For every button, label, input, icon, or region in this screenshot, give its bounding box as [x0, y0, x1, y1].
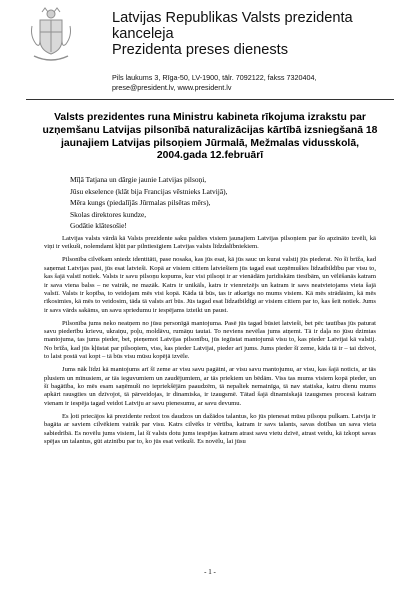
body-paragraph: Es ļoti priecājos kā prezidente redzot tos daudzos un dažādos talantus, ko jūs pienesat mūsu pilsoņu pulkam. Latvija ir bagāta ar saviem cilvēkiem vairāk par visu. Katrs cilvēks ir vērtība, katram ir savs talants, savas dotības un sava vieta sabiedrībā. Es novēlu jums visiem, lai šī valsts dotu jums iespējas katram atrast savu vietu dzīvē, atrast veidu, kā izkopt savas spējas un talantus, gūt atzinību par to, ko jūs esat veikuši. Es novēlu, lai jūsu — [44, 412, 376, 445]
salutation-line: Mēra kungs (piedalījās Jūrmalas pilsētas mērs), — [70, 198, 211, 208]
salutation-block — [70, 174, 227, 232]
body-paragraph: Jums nāk līdzi kā mantojums arī šī zeme ar visu savu pagātni, ar visu savu mantojumu, ar visu, kas šajā noticis, ar tās plusiem un mīnusiem, ar tās ieguvumiem un zaudējumiem, ar tās priekiem un bēdām. Viss tas mums visiem kopā pieder, un šī bagātība, ko mēs esam saņēmuši no iepriekšējām paaudzēm, tā nepaliek nemainīga, tā nav statiska, katru dienu mums apkārt rausgties un dzīvojot, tā pārveidojas, ir dinamiska, ir izaugsmē. Tātad šajā dinamiskajā izaugsmes procesā katram vienam ir iespēja tagad veidot Latviju ar savu pienesumu, ar savu devumu. — [44, 366, 376, 407]
header-divider — [26, 99, 394, 100]
document-title-line: Valsts prezidentes runa Ministru kabineta rīkojuma izrakstu par — [54, 112, 366, 123]
speech-body — [44, 235, 376, 451]
document-title — [30, 112, 390, 163]
salutation-line: Skolas direktores kundze, — [70, 209, 147, 219]
header-address: Pils laukums 3, Rīga-50, LV-1900, tālr. 7092122, fakss 7320404, — [112, 73, 317, 82]
document-title-line: uzņemšanu Latvijas pilsonībā naturalizācijas kārtībā izsniegšanā 18 — [42, 124, 378, 136]
header-contact — [112, 73, 402, 93]
header-title-line-1: Latvijas Republikas Valsts prezidenta kanceleja — [112, 10, 353, 42]
salutation-line: Godātie klātesošie! — [70, 221, 127, 231]
salutation-line: Jūsu ekselence (klāt bija Francijas vēstnieks Latvijā), — [70, 186, 228, 196]
document-title-line: jaunajiem Latvijas pilsoņiem Jūrmalā, Mežmalas vidusskolā, — [61, 137, 359, 149]
latvian-coat-of-arms-icon — [28, 6, 74, 62]
document-title-line: 2004.gada 12.februārī — [156, 150, 264, 162]
salutation-line: Mīļā Tatjana un dārgie jaunie Latvijas pilsoņi, — [70, 175, 207, 184]
header-title — [112, 10, 402, 58]
header-email: prese@president.lv, www.president.lv — [112, 83, 232, 92]
body-paragraph: Pilsonība jums neko neatņem no jūsu personīgā mantojuma. Pasē jūs tagad būsiet latvieši, bet pēc tautības jūs paturat savu piederību krievu, ukraiņu, poļu, moldāvu, rumāņu tautai. To neviens nevēlas jums atņemt. Tā ir daļa no jūsu dzimtas mantojuma, tas jums pieder, bet, pieņemot Latvijas pilsonību, jūs iegūstat mantojumā visu to, kas pieder Latvijai kā valstij. No brīža, kad jūs kļūstat par pilsoņiem, viss, kas pieder Latvijai, pieder arī jums. Jums pieder šī zeme, kāda tā ir – tai dzīvot, to laist postā vai kopt – tā būs visu mūsu kopējā izvēle. — [44, 319, 376, 361]
header-title-line-2: Prezidenta preses dienests — [112, 42, 289, 58]
body-paragraph: Pilsonība cilvēkam sniedz identitāti, pase nosaka, kas jūs esat, kā jūs sauc un kurai valstij jūs piederat. No šī brīža, kad saņemat Latvijas pasi, jūs esat latvieši. Kopā ar visiem citiem latviešiem jūs tagad esat uzņēmušies līdzatbildību par visu to, kas šajā valstī notiek. Valsts ir savu pilsoņu kopums, kur visi pilsoņi ir ar vienādām juridiskām tiesībām, un vēlēšanās katram ir sava viena balss – ne vairāk, ne mazāk. Katrs ir unikāls, katrs ir vienreizējs un katram ir savs neatvietojams vieta šajā valstī. Valsts ir kopība, to veidojam mēs visi kopā. Kāda tā būs, tas ir atkarīgs no mums visiem. Kā mēs strādāsim, kā mēs rīkosimies, kā mēs to veidosim, tāda tā valsts arī būs. Jūs tagad esat līdzatbildīgi ar visiem citiem par to, kas šeit notiek. Jums ir savs vārds sakāms, un savu spriedumu ir iespējams izteikt un paust. — [44, 256, 376, 314]
page-number: - 1 - — [204, 568, 216, 576]
body-paragraph: Latvijas valsts vārdā kā Valsts prezidente saku paldies visiem jaunajiem Latvijas pilsoņiem par šo apzināto izvēli, kā viņi ir veikuši, nolemdami kļūt par pilntiesīgiem Latvijas valsts līdzdalībniekiem. — [44, 235, 376, 251]
